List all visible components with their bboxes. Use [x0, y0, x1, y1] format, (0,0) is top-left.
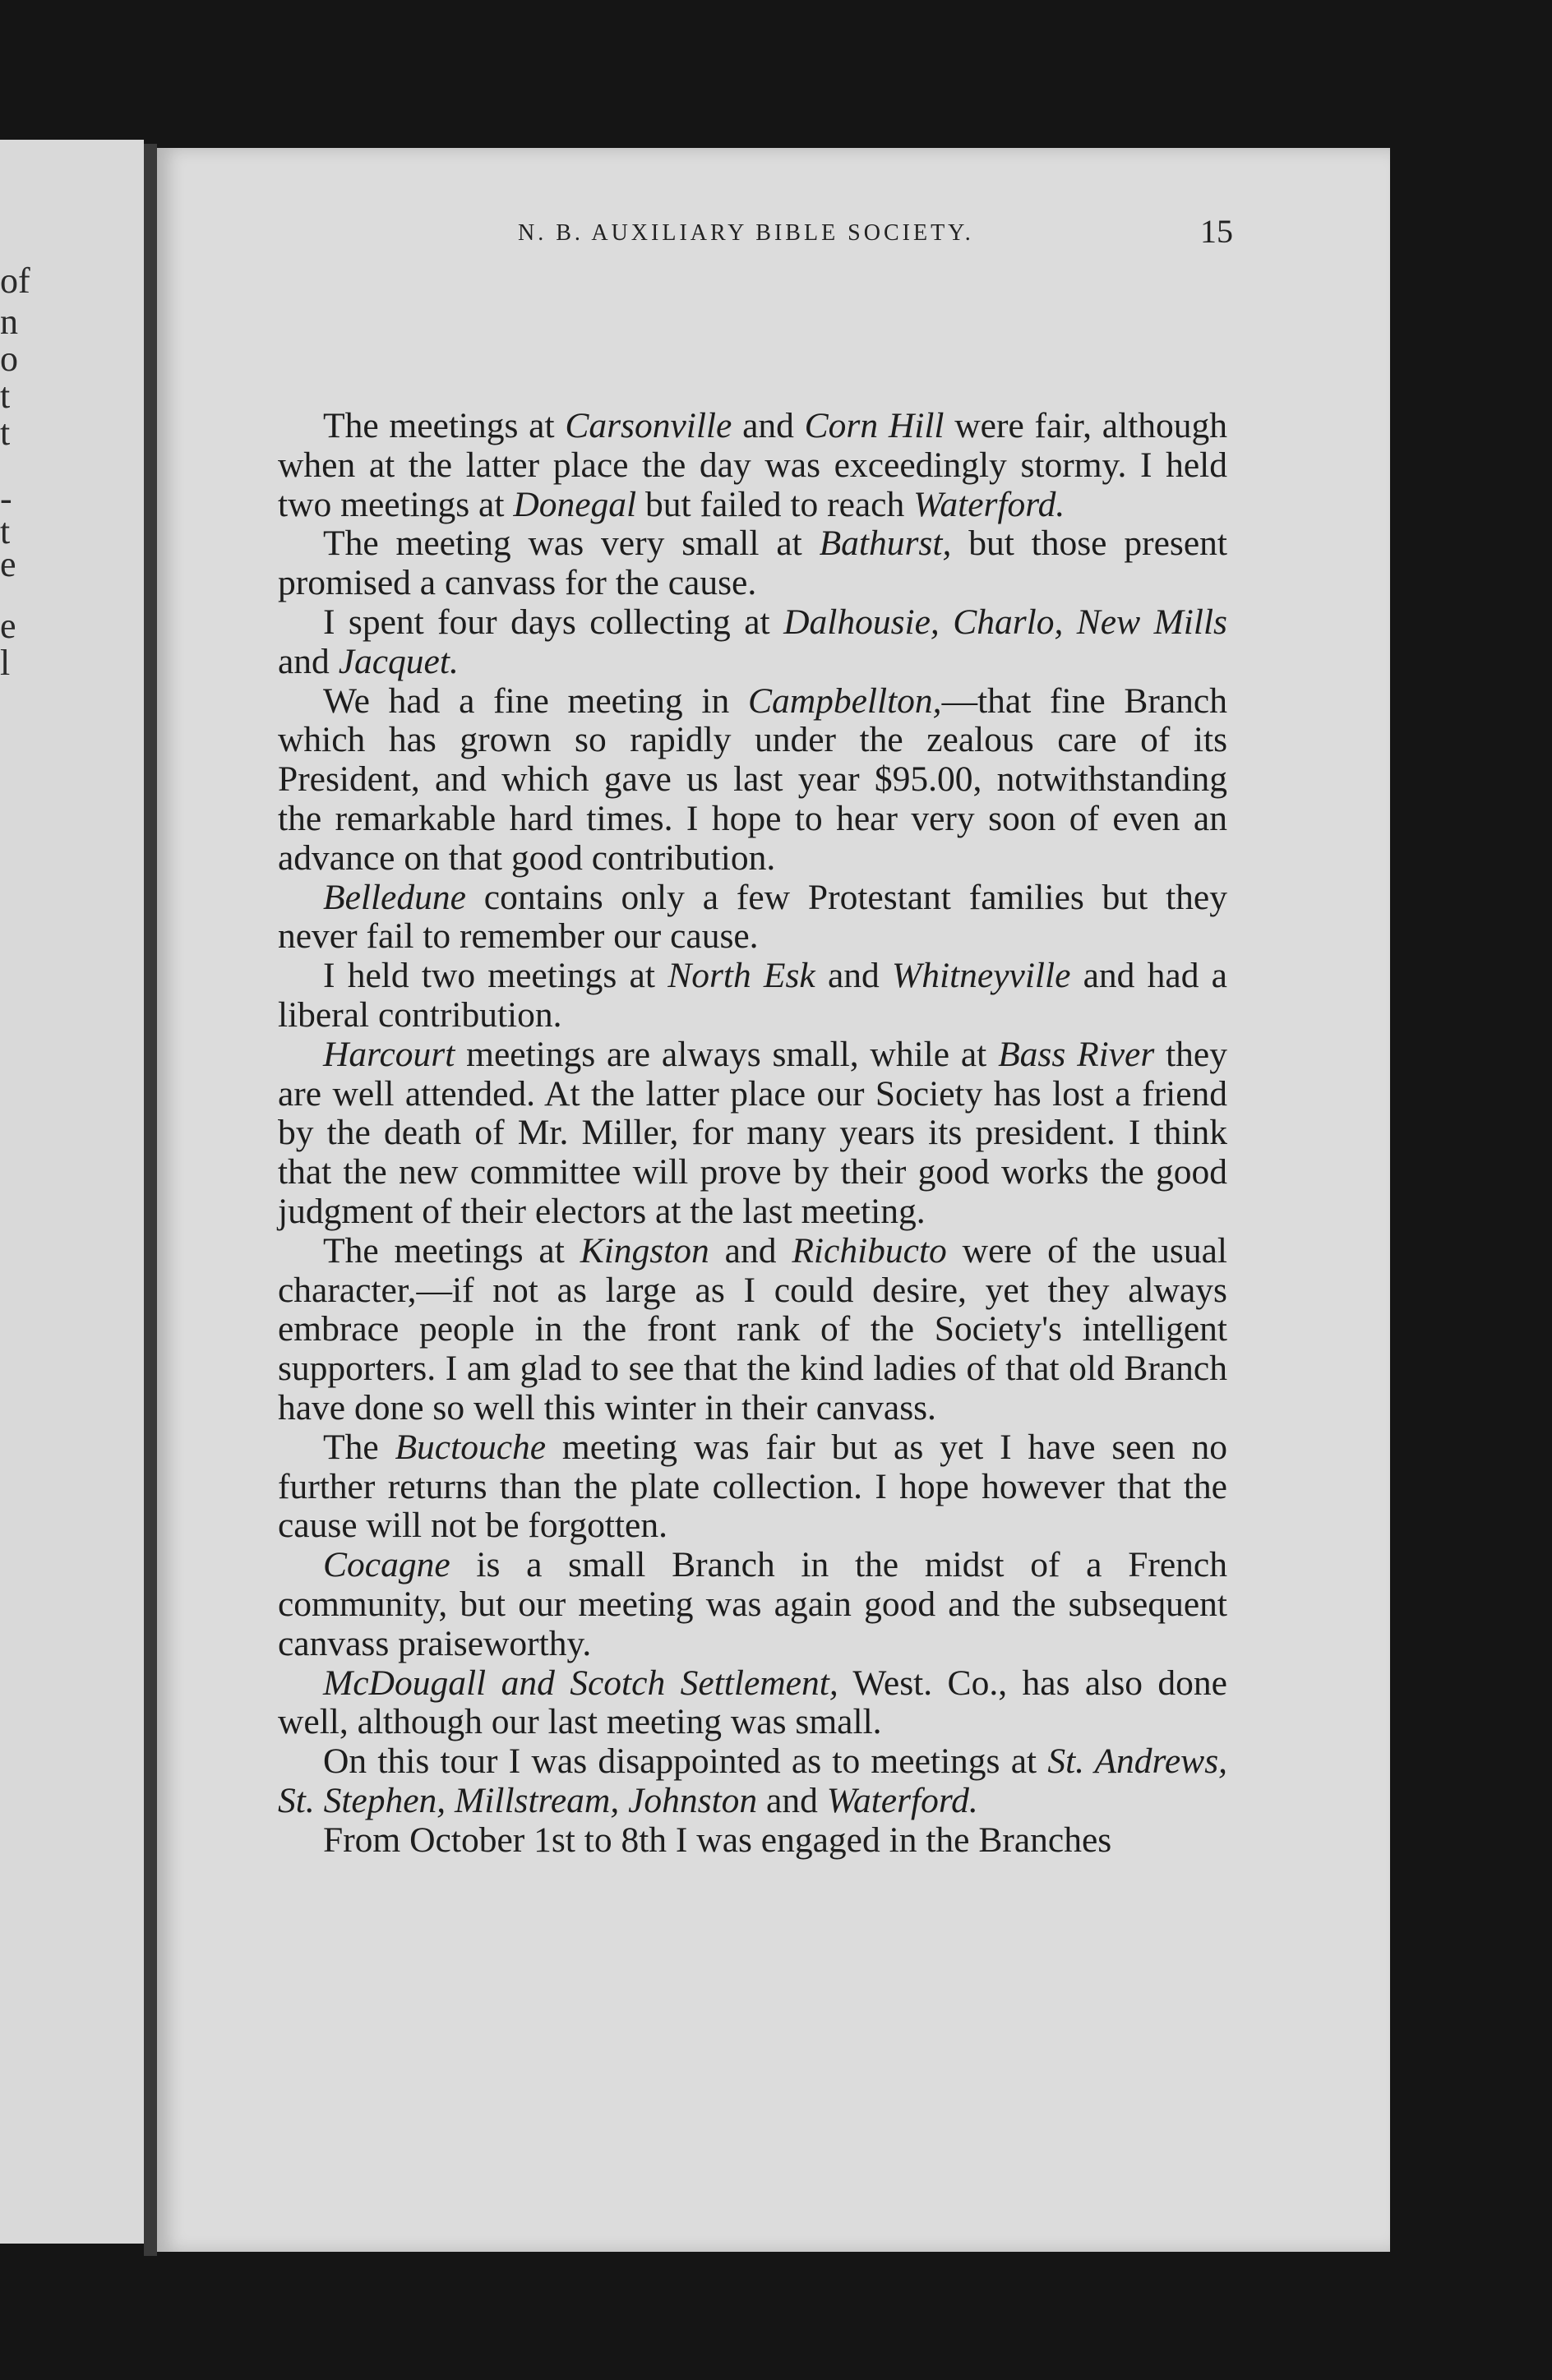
text-run: were fair, although when at the latter place the day was exceedingly stormy. I held two meetings at [278, 406, 1228, 524]
facing-page-letter: of [0, 261, 30, 301]
italic-place-name: St. Andrews, St. Stephen, Millstream, Johnston [278, 1741, 1227, 1820]
paragraph [278, 1232, 1227, 1428]
text-run: The meetings at [323, 1230, 580, 1271]
text-run: and [278, 641, 339, 681]
paragraph [278, 1821, 1227, 1861]
paragraph [278, 957, 1227, 1035]
text-run: I held two meetings at [323, 956, 668, 996]
facing-page-letter: n [0, 302, 18, 342]
text-run: and [709, 1230, 792, 1271]
italic-place-name: McDougall and Scotch Settlement, [323, 1663, 838, 1703]
text-run: From October 1st to 8th I was engaged in the Branches [323, 1820, 1112, 1860]
text-run: The meeting was very small at [323, 524, 820, 564]
text-run: West. Co., has also done well, although our last meeting was small. [278, 1663, 1227, 1742]
paragraph [278, 407, 1227, 524]
book-gutter [144, 144, 157, 2256]
facing-page-letter: l [0, 643, 11, 683]
text-run: but those present promised a canvass for the cause. [278, 524, 1227, 603]
paragraph [278, 879, 1227, 957]
text-run: meeting was fair but as yet I have seen no further returns than the plate collection. I hope however that the cause will not be forgotten. [278, 1427, 1227, 1546]
italic-place-name: Corn Hill [804, 406, 945, 445]
facing-page-fragment [0, 140, 144, 2244]
facing-page-letter: t [0, 376, 11, 416]
text-run: The [323, 1427, 395, 1467]
paragraph [278, 603, 1227, 682]
text-run: —that fine Branch which has grown so rapidly under the zealous care of its President, and which gave us last year $95.00, notwithstanding the remarkable hard times. I hope to hear very soon of even an advance on that good contribution. [278, 680, 1227, 878]
text-run: and [815, 956, 892, 996]
text-run: We had a fine meeting in [323, 680, 748, 721]
italic-place-name: Richibucto [792, 1230, 947, 1271]
italic-place-name: Kingston [580, 1230, 709, 1271]
page-header [362, 212, 1233, 261]
italic-place-name: Waterford. [913, 484, 1065, 524]
facing-page-letter: - [0, 478, 12, 519]
text-run: contains only a few Protestant families but they never fail to remember our cause. [278, 877, 1227, 957]
running-head: N. B. AUXILIARY BIBLE SOCIETY. [518, 220, 974, 246]
text-run: meetings are always small, while at [455, 1034, 999, 1074]
text-run: I spent four days collecting at [323, 602, 784, 642]
italic-place-name: Harcourt [323, 1034, 455, 1074]
body-text [278, 407, 1227, 1860]
facing-page-letter: t [0, 413, 11, 453]
italic-place-name: Donegal [513, 484, 637, 524]
italic-place-name: Campbellton, [747, 680, 942, 721]
facing-page-letter: e [0, 544, 16, 584]
text-run: but failed to reach [636, 484, 914, 524]
paragraph [278, 1742, 1227, 1821]
facing-page-letter: o [0, 339, 18, 379]
text-run: On this tour I was disappointed as to meetings at [323, 1741, 1048, 1782]
text-run: and [732, 406, 805, 445]
text-run: were of the usual character,—if not as large as I could desire, yet they always embrace people in the front rank of the Society's intelligent supporters. I am glad to see that the kind ladies of that old Branch have done so well this winter in their canvass. [278, 1230, 1228, 1428]
text-run: and [757, 1780, 827, 1820]
paragraph [278, 1546, 1227, 1663]
text-run: The meetings at [323, 406, 566, 445]
facing-page-letter: t [0, 511, 11, 551]
italic-place-name: Dalhousie, Charlo, New Mills [783, 602, 1227, 642]
italic-place-name: Belledune [323, 877, 466, 917]
paragraph [278, 1035, 1227, 1232]
italic-place-name: North Esk [667, 956, 815, 996]
paragraph [278, 1428, 1227, 1546]
italic-place-name: Buctouche [395, 1427, 547, 1467]
text-run: is a small Branch in the midst of a French community, but our meeting was again good and the subsequent canvass praiseworthy. [278, 1545, 1227, 1663]
facing-page-letter: e [0, 606, 16, 646]
italic-place-name: Waterford. [826, 1780, 978, 1820]
text-run: and had a liberal contribution. [278, 956, 1227, 1035]
paragraph [278, 1664, 1227, 1743]
page-number: 15 [1200, 213, 1233, 250]
italic-place-name: Whitneyville [892, 956, 1071, 996]
paragraph [278, 524, 1227, 603]
italic-place-name: Bass River [998, 1034, 1155, 1074]
italic-place-name: Cocagne [323, 1545, 450, 1585]
paragraph [278, 682, 1227, 879]
text-run: they are well attended. At the latter place our Society has lost a friend by the death of Mr. Miller, for many years its president. I think that the new committee will prove by their good works the good judgment of their electors at the last meeting. [278, 1034, 1227, 1231]
italic-place-name: Bathurst, [819, 524, 952, 564]
italic-place-name: Carsonville [565, 406, 732, 445]
italic-place-name: Jacquet. [338, 641, 459, 681]
